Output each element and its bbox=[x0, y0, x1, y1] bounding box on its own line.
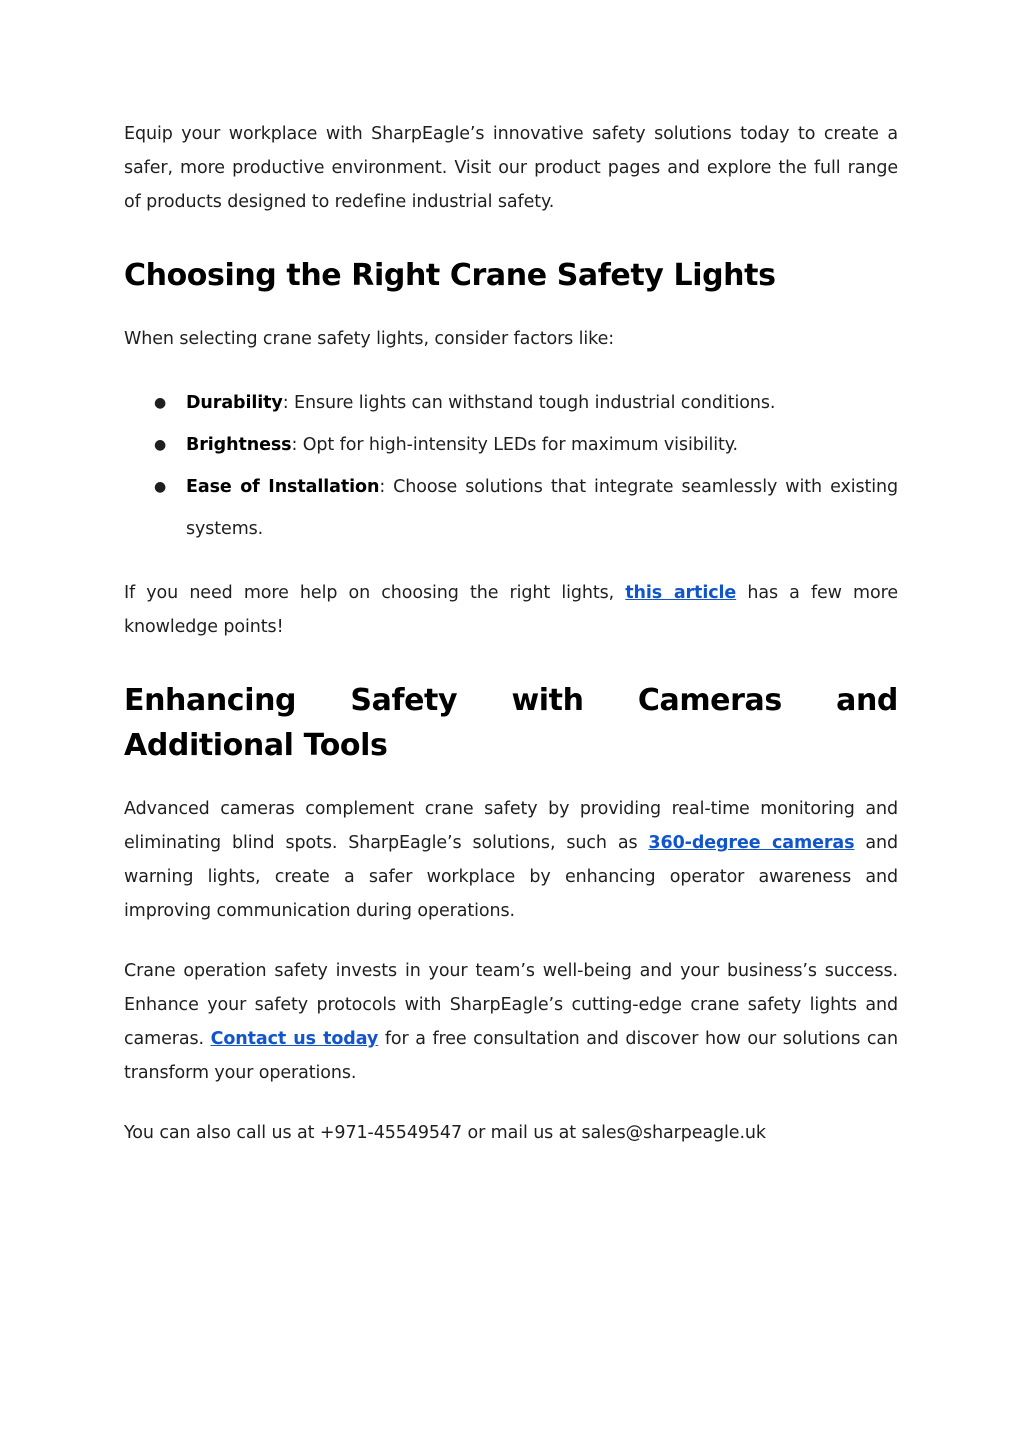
invest-text-after: for a free consultation and discover how our solutions can transform your operations. bbox=[124, 1029, 899, 1083]
list-item-text: : Opt for high-intensity LEDs for maximum visibility. bbox=[291, 435, 738, 455]
360-degree-cameras-link[interactable]: 360-degree cameras bbox=[648, 833, 855, 853]
invest-text-before: Crane operation safety invests in your team’s well-being and your business’s success. Enhance your safety protocols with SharpEagle’s cutting-edge crane safety lights and cameras. bbox=[124, 961, 898, 1049]
list-item-text: : Choose solutions that integrate seamlessly with existing systems. bbox=[186, 477, 898, 539]
contact-us-link[interactable]: Contact us today bbox=[210, 1029, 379, 1049]
heading-enhancing-safety: Enhancing Safety with Cameras and Additional Tools bbox=[124, 683, 898, 763]
list-item-term: Brightness bbox=[186, 435, 292, 455]
help-paragraph bbox=[124, 576, 898, 644]
intro-paragraph: Equip your workplace with SharpEagle’s innovative safety solutions today to create a safer, more productive environment. Visit our product pages and explore the full range of products designed to redefine industrial safety. bbox=[124, 124, 898, 212]
list-item-term: Ease of Installation bbox=[186, 477, 380, 497]
list-item bbox=[124, 466, 898, 550]
bullet-icon: ● bbox=[154, 437, 167, 453]
list-item bbox=[124, 424, 898, 466]
help-text-before: If you need more help on choosing the right lights, bbox=[124, 583, 626, 603]
contact-paragraph: You can also call us at +971-45549547 or mail us at sales@sharpeagle.uk bbox=[124, 1123, 766, 1143]
lead-paragraph: When selecting crane safety lights, consider factors like: bbox=[124, 329, 615, 349]
help-text-after: has a few more knowledge points! bbox=[124, 583, 898, 637]
list-item bbox=[124, 382, 898, 424]
list-item-text: : Ensure lights can withstand tough industrial conditions. bbox=[282, 393, 776, 413]
cameras-paragraph bbox=[124, 792, 898, 928]
bullet-icon: ● bbox=[154, 479, 167, 495]
bullet-icon: ● bbox=[154, 395, 167, 411]
this-article-link[interactable]: this article bbox=[625, 583, 737, 603]
cameras-text-after: and warning lights, create a safer workplace by enhancing operator awareness and improving communication during operations. bbox=[124, 833, 898, 921]
invest-paragraph bbox=[124, 954, 898, 1090]
factors-list bbox=[124, 382, 898, 550]
list-item-term: Durability bbox=[186, 393, 283, 413]
heading-choosing-lights: Choosing the Right Crane Safety Lights bbox=[124, 258, 776, 293]
cameras-text-before: Advanced cameras complement crane safety by providing real-time monitoring and eliminating blind spots. SharpEagle’s solutions, such as bbox=[124, 799, 898, 853]
